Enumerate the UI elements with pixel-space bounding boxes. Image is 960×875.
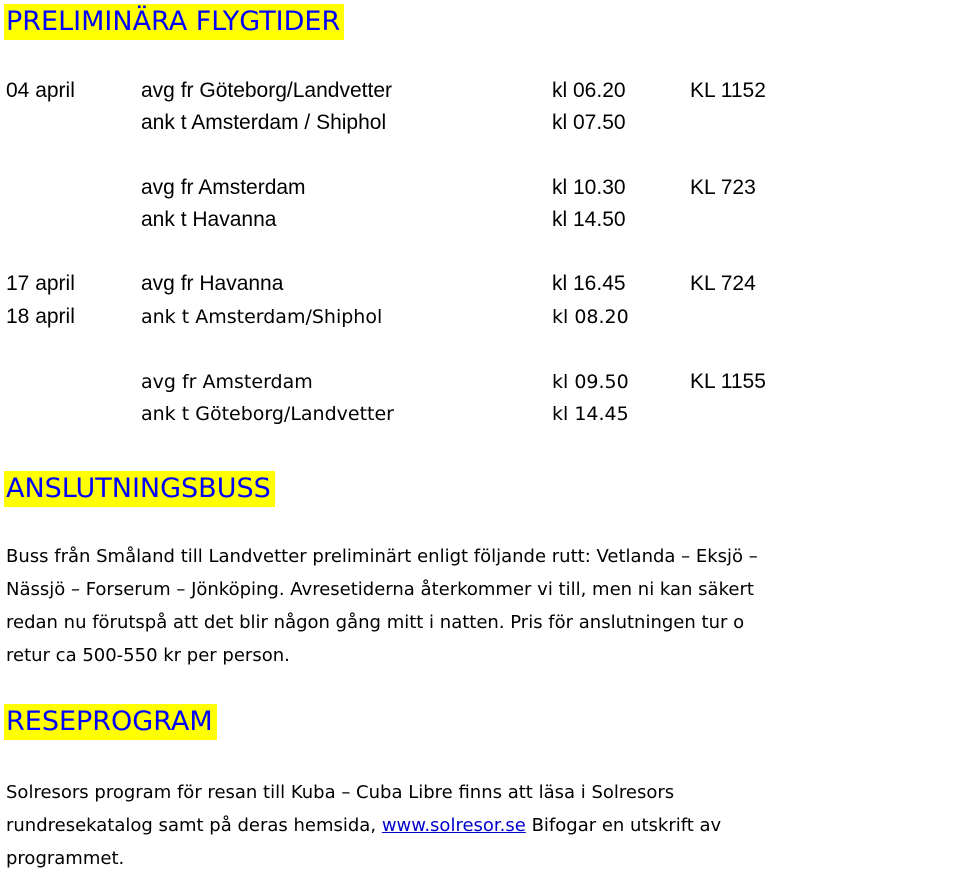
bus-line: Nässjö – Forserum – Jönköping. Avresetiderna återkommer vi till, men ni kan säkert (6, 579, 754, 600)
flight-number: KL 1152 (690, 79, 766, 102)
program-paragraph (6, 776, 956, 875)
program-text: rundresekatalog samt på deras hemsida, (6, 815, 377, 836)
flight-route: avg fr Havanna (141, 272, 284, 295)
flight-date: 04 april (6, 79, 75, 102)
flight-row (0, 268, 960, 300)
flight-time: kl 06.20 (552, 79, 626, 102)
flight-route: ank t Amsterdam/Shiphol (141, 306, 383, 328)
bus-line: Buss från Småland till Landvetter preliminärt enligt följande rutt: Vetlanda – Eksjö – (6, 546, 758, 567)
flight-time: kl 10.30 (552, 176, 626, 199)
flight-number: KL 723 (690, 176, 756, 199)
program-line (6, 809, 956, 842)
flight-time: kl 14.45 (552, 403, 629, 425)
flight-date: 17 april (6, 272, 75, 295)
flight-date: 18 april (6, 305, 75, 328)
flight-time: kl 09.50 (552, 371, 629, 393)
program-line: Solresors program för resan till Kuba – Cuba Libre finns att läsa i Solresors (6, 782, 675, 803)
flight-route: avg fr Amsterdam (141, 371, 313, 393)
flight-row (0, 107, 960, 139)
flight-times-heading: PRELIMINÄRA FLYGTIDER (4, 4, 344, 40)
flight-time: kl 07.50 (552, 111, 626, 134)
flight-route: ank t Havanna (141, 208, 277, 231)
flight-row (0, 204, 960, 236)
flight-number: KL 1155 (690, 370, 766, 393)
flight-time: kl 14.50 (552, 208, 626, 231)
flight-route: ank t Göteborg/Landvetter (141, 403, 394, 425)
flight-row (0, 398, 960, 430)
flight-row (0, 75, 960, 107)
bus-line: retur ca 500-550 kr per person. (6, 645, 290, 666)
bus-line: redan nu förutspå att det blir någon gång mitt i natten. Pris för anslutningen tur o (6, 612, 745, 633)
flight-number: KL 724 (690, 272, 756, 295)
travel-program-heading: RESEPROGRAM (4, 704, 217, 740)
flight-route: avg fr Amsterdam (141, 176, 306, 199)
flight-row (0, 172, 960, 204)
program-text: Bifogar en utskrift av (531, 815, 722, 836)
flight-route: avg fr Göteborg/Landvetter (141, 79, 392, 102)
bus-paragraph (6, 540, 956, 672)
flight-time: kl 08.20 (552, 306, 629, 328)
flight-row (0, 301, 960, 333)
solresor-link[interactable]: www.solresor.se (381, 815, 526, 836)
flight-time: kl 16.45 (552, 272, 626, 295)
flight-row (0, 366, 960, 398)
program-line: programmet. (6, 848, 125, 869)
flight-route: ank t Amsterdam / Shiphol (141, 111, 387, 134)
connecting-bus-heading: ANSLUTNINGSBUSS (4, 471, 275, 507)
